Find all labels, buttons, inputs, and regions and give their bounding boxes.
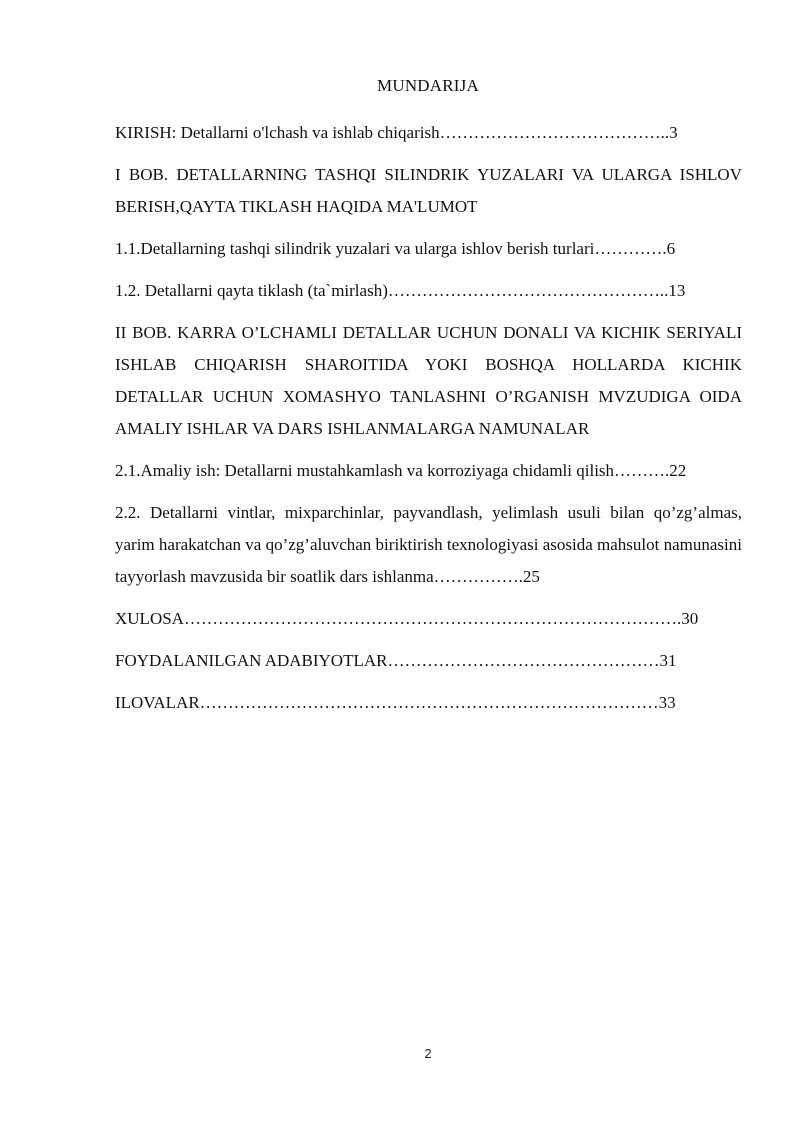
toc-entry-section-2-1: 2.1.Amaliy ish: Detallarni mustahkamlash va korroziyaga chidamli qilish……….22: [115, 461, 687, 480]
toc-entry-section-1-1: 1.1.Detallarning tashqi silindrik yuzalari va ularga ishlov berish turlari………….6: [115, 239, 676, 258]
document-title: MUNDARIJA: [377, 76, 479, 95]
toc-entry-chapter-1: I BOB. DETALLARNING TASHQI SILINDRIK YUZALARI VA ULARGA ISHLOV BERISH,QAYTA TIKLASH HAQIDA MA'LUMOT: [115, 165, 742, 216]
toc-entry-appendices: ILOVALAR………………………………………………………………………33: [115, 693, 676, 712]
toc-entry-section-1-2: 1.2. Detallarni qayta tiklash (ta`mirlash)…………………………………………..13: [115, 281, 686, 300]
toc-entry-section-2-2: 2.2. Detallarni vintlar, mixparchinlar, payvandlash, yelimlash usuli bilan qo’zg’almas, yarim harakatchan va qo’zg’aluvchan biriktirish texnologiyasi asosida mahsulot namunasini tayyorlash mavzusida bir soatlik dars ishlanma…………….25: [115, 503, 742, 586]
page-number: 2: [424, 1046, 432, 1061]
toc-entry-references: FOYDALANILGAN ADABIYOTLAR…………………………………………31: [115, 651, 677, 670]
table-of-contents: [115, 117, 742, 729]
toc-entry-introduction: KIRISH: Detallarni o'lchash va ishlab chiqarish…………………………………..3: [115, 123, 678, 142]
toc-entry-chapter-2: II BOB. KARRA O’LCHAMLI DETALLAR UCHUN DONALI VA KICHIK SERIYALI ISHLAB CHIQARISH SHAROITIDA YOKI BOSHQA HOLLARDA KICHIK DETALLAR UCHUN XOMASHYO TANLASHNI O’RGANISH MVZUDIGA OIDA AMALIY ISHLAR VA DARS ISHLANMALARGA NAMUNALAR: [115, 323, 742, 438]
toc-entry-conclusion: XULOSA…………………………………………………………………………….30: [115, 609, 699, 628]
